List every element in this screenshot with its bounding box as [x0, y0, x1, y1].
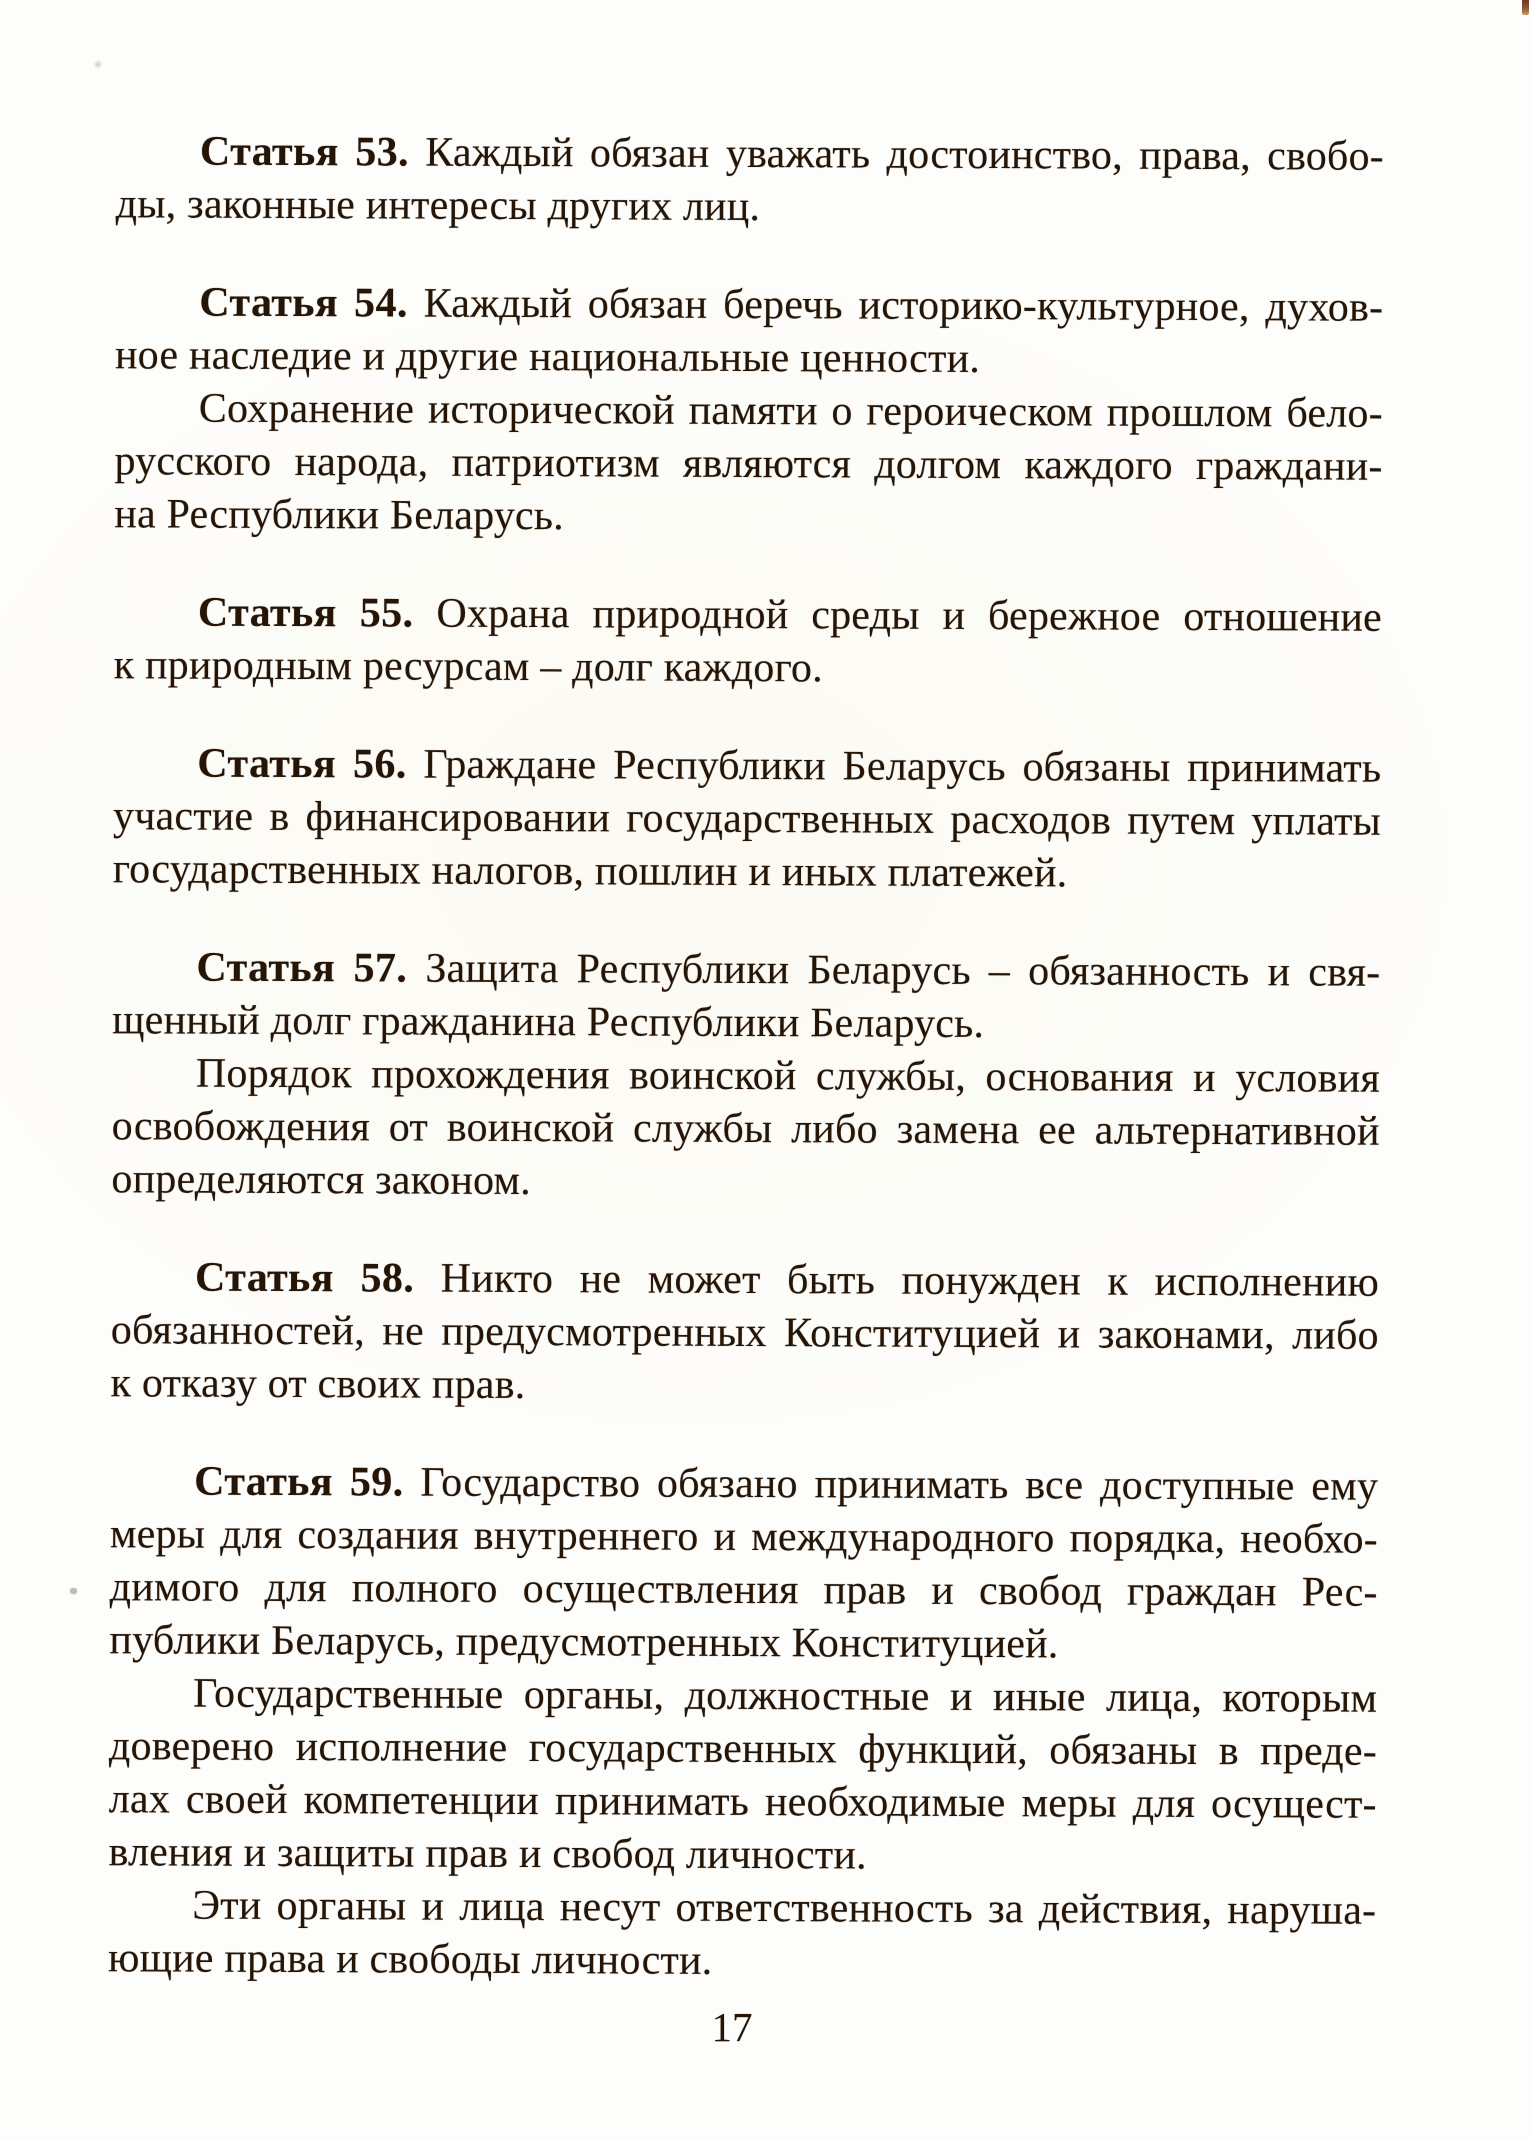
- text-line: участие в финансировании государственных расходов путем уплаты: [112, 793, 1382, 845]
- text-line: димого для полного осуществления прав и свобод граждан Рес-: [109, 1564, 1378, 1616]
- text-line: ды, законные интересы других лиц.: [115, 181, 761, 231]
- article-number-label: Статья 57.: [196, 944, 408, 992]
- line-text: Защита Республики Беларусь – обязанность и свя-: [425, 945, 1381, 996]
- page-number: 17: [711, 2004, 753, 2050]
- text-line: освобождения от воинской службы либо замена ее альтернативной: [111, 1103, 1380, 1155]
- text-line: Государственные органы, должностные и иные лица, которым: [193, 1670, 1378, 1722]
- line-text: Каждый обязан беречь историко-культурное, духов-: [423, 280, 1384, 331]
- text-line: на Республики Беларусь.: [114, 491, 564, 540]
- text-line: лах своей компетенции принимать необходимые меры для осущест-: [108, 1776, 1377, 1828]
- text-line: обязанностей, не предусмотренных Конституцией и законами, либо: [110, 1307, 1379, 1359]
- article-54: [114, 276, 1383, 547]
- article-number-label: Статья 56.: [197, 740, 407, 788]
- article-number-label: Статья 54.: [199, 279, 408, 327]
- article-58: [110, 1251, 1379, 1416]
- text-line: [111, 1251, 1379, 1310]
- text-line: [116, 125, 1384, 184]
- line-text: Государство обязано принимать все доступные ему: [420, 1459, 1379, 1510]
- text-column: [108, 125, 1384, 1991]
- article-55: [114, 586, 1382, 698]
- line-text: Каждый обязан уважать достоинство, права, свобо-: [425, 129, 1385, 180]
- text-line: ное наследие и другие национальные ценности.: [114, 332, 981, 383]
- article-number-label: Статья 55.: [197, 589, 414, 637]
- text-line: определяются законом.: [111, 1156, 532, 1205]
- article-number-label: Статья 58.: [194, 1254, 415, 1302]
- text-line: [115, 276, 1383, 335]
- line-text: Никто не может быть понужден к исполнению: [440, 1255, 1380, 1306]
- article-57: [111, 941, 1380, 1212]
- text-line: [114, 586, 1382, 645]
- text-line: доверено исполнение государственных функций, обязаны в преде-: [108, 1723, 1378, 1775]
- text-line: Сохранение исторической памяти о героическом прошлом бело-: [198, 385, 1383, 437]
- text-line: [112, 941, 1380, 1000]
- text-line: государственных налогов, пошлин и иных платежей.: [112, 846, 1068, 897]
- line-text: Охрана природной среды и бережное отношение: [436, 590, 1383, 641]
- text-line: Порядок прохождения воинской службы, основания и условия: [195, 1050, 1381, 1102]
- text-line: ющие права и свободы личности.: [107, 1935, 713, 1984]
- line-text: Граждане Республики Беларусь обязаны принимать: [423, 741, 1382, 792]
- text-line: к отказу от своих прав.: [110, 1360, 526, 1409]
- text-line: щенный долг гражданина Республики Беларусь.: [112, 997, 985, 1048]
- scan-speck: [70, 1588, 77, 1594]
- article-59: [108, 1455, 1378, 1991]
- text-line: вления и защиты прав и свобод личности.: [108, 1829, 867, 1879]
- article-56: [113, 737, 1382, 902]
- text-line: Эти органы и лица несут ответственность за действия, наруша-: [192, 1882, 1377, 1934]
- scan-speck: [93, 60, 103, 69]
- text-line: русского народа, патриотизм являются долгом каждого граждани-: [114, 438, 1383, 490]
- article-53: [116, 125, 1384, 237]
- text-line: к природным ресурсам – долг каждого.: [113, 642, 823, 692]
- scan-corner-mark: [1522, 0, 1529, 15]
- text-line: публики Беларусь, предусмотренных Конституцией.: [109, 1617, 1059, 1668]
- article-number-label: Статья 53.: [199, 128, 410, 176]
- text-line: [110, 1455, 1378, 1514]
- article-number-label: Статья 59.: [194, 1458, 404, 1506]
- text-line: меры для создания внутреннего и международного порядка, необхо-: [109, 1511, 1379, 1563]
- text-line: [113, 737, 1381, 796]
